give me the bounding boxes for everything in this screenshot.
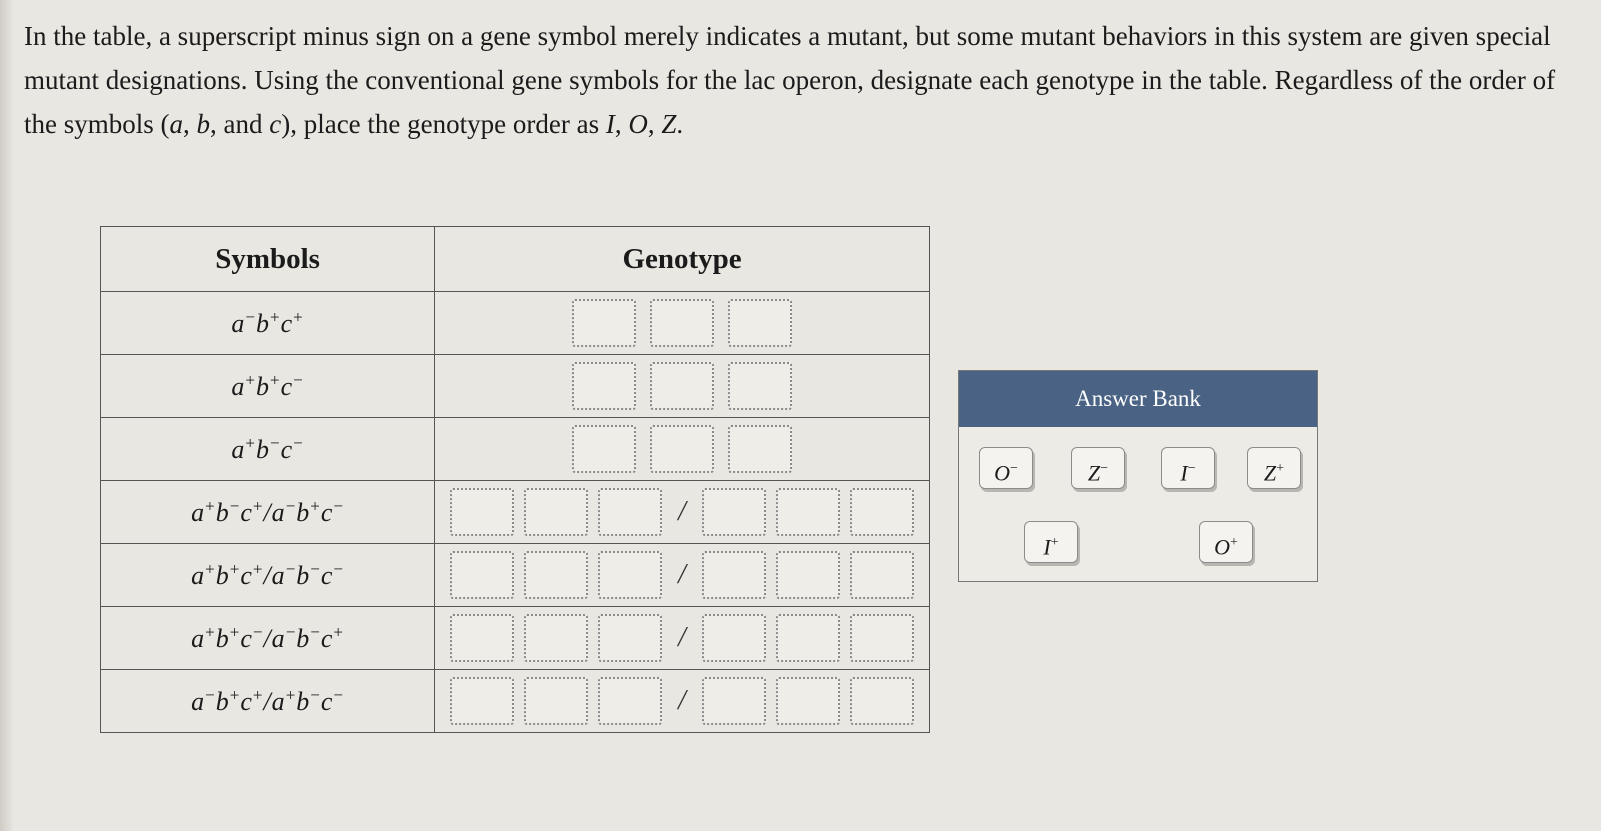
table-row — [101, 544, 930, 607]
symbol-gene: /a — [263, 686, 286, 716]
symbol-superscript: + — [205, 622, 216, 642]
answer-bank — [958, 370, 1318, 582]
genotype-drop-zones — [435, 362, 929, 410]
symbol-superscript: − — [310, 685, 321, 705]
instructions-text: In the table, a superscript minus sign on a gene symbol merely indicates a mutant, but some mutant behaviors in this system are given special mutant designations. Using the conventional gene symbols for the lac operon, designate each genotype in the table. Regardless of the order of the symbols (a, b, and c), place the genotype order as I, O, Z. — [24, 21, 1556, 139]
genotype-drop-slot[interactable] — [776, 488, 840, 536]
symbols-cell — [101, 544, 435, 607]
genotype-drop-slot[interactable] — [702, 488, 766, 536]
symbol-gene: a — [231, 308, 246, 338]
diploid-slash: / — [678, 559, 686, 590]
symbol-superscript: − — [245, 307, 256, 327]
symbol-superscript: + — [285, 685, 297, 705]
symbol-gene: b — [296, 497, 311, 527]
genotype-drop-slot[interactable] — [524, 614, 588, 662]
table-header-row — [101, 227, 930, 292]
genotype-cell — [435, 418, 930, 481]
genotype-drop-slot[interactable] — [702, 677, 766, 725]
table-row — [101, 607, 930, 670]
symbol-gene: c — [320, 497, 334, 527]
table-row — [101, 418, 930, 481]
diploid-slash: / — [678, 685, 686, 716]
genotype-cell — [435, 607, 930, 670]
symbol-gene: c — [240, 623, 253, 653]
symbol-gene: c — [280, 308, 294, 338]
answer-chip-i-plus[interactable]: I+ — [1024, 521, 1078, 563]
genotype-cell — [435, 544, 930, 607]
symbols-cell — [101, 607, 435, 670]
symbol-superscript: − — [333, 559, 345, 579]
genotype-drop-slot[interactable] — [776, 551, 840, 599]
symbol-superscript: + — [252, 685, 264, 705]
answer-bank-title: Answer Bank — [959, 371, 1317, 427]
table-row — [101, 355, 930, 418]
symbol-superscript: + — [252, 496, 264, 516]
genotype-drop-slot[interactable] — [450, 614, 514, 662]
answer-chip-o-minus[interactable]: O− — [979, 447, 1033, 489]
symbol-gene: b — [215, 686, 230, 716]
genotype-cell — [435, 355, 930, 418]
symbol-gene: a — [191, 560, 206, 590]
genotype-cell — [435, 481, 930, 544]
symbol-gene: b — [215, 560, 230, 590]
genotype-drop-slot[interactable] — [524, 677, 588, 725]
symbol-gene: b — [296, 686, 311, 716]
genotype-drop-slot[interactable] — [598, 677, 662, 725]
symbol-gene: c — [240, 497, 253, 527]
symbol-superscript: − — [270, 433, 281, 453]
symbol-gene: a — [191, 623, 206, 653]
symbol-gene: c — [240, 686, 253, 716]
genotype-drop-slot[interactable] — [598, 551, 662, 599]
symbol-superscript: − — [285, 622, 297, 642]
genotype-drop-zones — [435, 425, 929, 473]
symbol-expression — [231, 435, 303, 464]
genotype-drop-slot[interactable] — [650, 362, 714, 410]
diploid-slash: / — [678, 496, 686, 527]
genotype-drop-slot[interactable] — [598, 614, 662, 662]
genotype-drop-zones — [435, 677, 929, 725]
diploid-slash: / — [678, 622, 686, 653]
symbol-gene: b — [256, 371, 270, 401]
genotype-drop-slot[interactable] — [728, 362, 792, 410]
symbol-expression — [191, 624, 344, 653]
symbol-superscript: − — [310, 559, 321, 579]
symbol-gene: /a — [263, 623, 286, 653]
symbol-gene: b — [256, 308, 270, 338]
symbol-superscript: + — [270, 307, 281, 327]
symbols-cell — [101, 481, 435, 544]
symbol-expression — [191, 498, 344, 527]
symbol-superscript: + — [229, 622, 241, 642]
symbol-expression — [191, 687, 344, 716]
symbol-gene: b — [296, 623, 311, 653]
genotype-drop-slot[interactable] — [702, 551, 766, 599]
genotype-drop-slot[interactable] — [572, 299, 636, 347]
symbol-superscript: + — [252, 559, 264, 579]
symbol-expression — [231, 372, 303, 401]
genotype-table — [100, 226, 930, 733]
symbol-superscript: − — [333, 685, 345, 705]
genotype-drop-slot[interactable] — [850, 488, 914, 536]
symbol-superscript: − — [333, 496, 345, 516]
genotype-drop-slot[interactable] — [450, 551, 514, 599]
symbol-gene: c — [320, 560, 334, 590]
symbol-superscript: − — [285, 559, 297, 579]
answer-chip-z-minus[interactable]: Z− — [1071, 447, 1125, 489]
symbol-superscript: + — [245, 433, 256, 453]
symbol-superscript: + — [270, 370, 281, 390]
symbol-gene: b — [215, 623, 230, 653]
symbol-superscript: + — [205, 559, 216, 579]
genotype-cell — [435, 670, 930, 733]
symbols-cell — [101, 670, 435, 733]
symbol-gene: b — [215, 497, 230, 527]
table-body — [101, 292, 930, 733]
answer-chip-z-plus[interactable]: Z+ — [1247, 447, 1301, 489]
genotype-drop-slot[interactable] — [524, 551, 588, 599]
symbol-superscript: + — [205, 496, 216, 516]
page-edge — [0, 0, 14, 831]
symbol-superscript: + — [229, 685, 241, 705]
symbol-gene: c — [240, 560, 253, 590]
table-row — [101, 292, 930, 355]
symbols-cell — [101, 418, 435, 481]
genotype-drop-slot[interactable] — [598, 488, 662, 536]
genotype-drop-slot[interactable] — [728, 425, 792, 473]
symbol-superscript: − — [229, 496, 241, 516]
genotype-drop-zones — [435, 488, 929, 536]
symbol-superscript: + — [229, 559, 241, 579]
genotype-drop-slot[interactable] — [702, 614, 766, 662]
header-symbols: Symbols — [101, 227, 435, 292]
genotype-drop-slot[interactable] — [776, 677, 840, 725]
genotype-drop-slot[interactable] — [850, 677, 914, 725]
genotype-drop-slot[interactable] — [572, 425, 636, 473]
header-genotype: Genotype — [435, 227, 930, 292]
genotype-drop-slot[interactable] — [728, 299, 792, 347]
symbol-gene: c — [320, 686, 334, 716]
genotype-cell — [435, 292, 930, 355]
symbol-superscript: − — [205, 685, 216, 705]
table-row — [101, 481, 930, 544]
genotype-drop-slot[interactable] — [776, 614, 840, 662]
genotype-drop-slot[interactable] — [524, 488, 588, 536]
symbol-gene: b — [256, 434, 270, 464]
symbols-cell — [101, 292, 435, 355]
genotype-drop-slot[interactable] — [450, 677, 514, 725]
genotype-drop-slot[interactable] — [850, 551, 914, 599]
genotype-drop-slot[interactable] — [572, 362, 636, 410]
symbol-gene: /a — [263, 560, 286, 590]
symbol-gene: a — [191, 686, 206, 716]
symbol-superscript: + — [245, 370, 256, 390]
symbol-gene: a — [231, 434, 246, 464]
symbols-cell — [101, 355, 435, 418]
genotype-drop-zones — [435, 551, 929, 599]
answer-chip-i-minus[interactable]: I− — [1161, 447, 1215, 489]
genotype-drop-zones — [435, 299, 929, 347]
table-row — [101, 670, 930, 733]
symbol-superscript: + — [293, 307, 304, 327]
symbol-expression — [191, 561, 344, 590]
symbol-gene: /a — [263, 497, 286, 527]
symbol-superscript: − — [252, 622, 264, 642]
genotype-drop-slot[interactable] — [650, 299, 714, 347]
symbol-superscript: − — [293, 433, 304, 453]
symbol-gene: c — [280, 371, 294, 401]
symbol-superscript: − — [310, 622, 321, 642]
genotype-drop-zones — [435, 614, 929, 662]
symbol-gene: a — [231, 371, 246, 401]
symbol-superscript: + — [333, 622, 345, 642]
genotype-drop-slot[interactable] — [850, 614, 914, 662]
symbol-superscript: + — [310, 496, 321, 516]
answer-chip-o-plus[interactable]: O+ — [1199, 521, 1253, 563]
symbol-gene: b — [296, 560, 311, 590]
symbol-gene: a — [191, 497, 206, 527]
symbol-gene: c — [280, 434, 294, 464]
symbol-expression — [231, 309, 303, 338]
genotype-drop-slot[interactable] — [650, 425, 714, 473]
genotype-drop-slot[interactable] — [450, 488, 514, 536]
symbol-superscript: − — [285, 496, 297, 516]
symbol-gene: c — [320, 623, 334, 653]
symbol-superscript: − — [293, 370, 304, 390]
